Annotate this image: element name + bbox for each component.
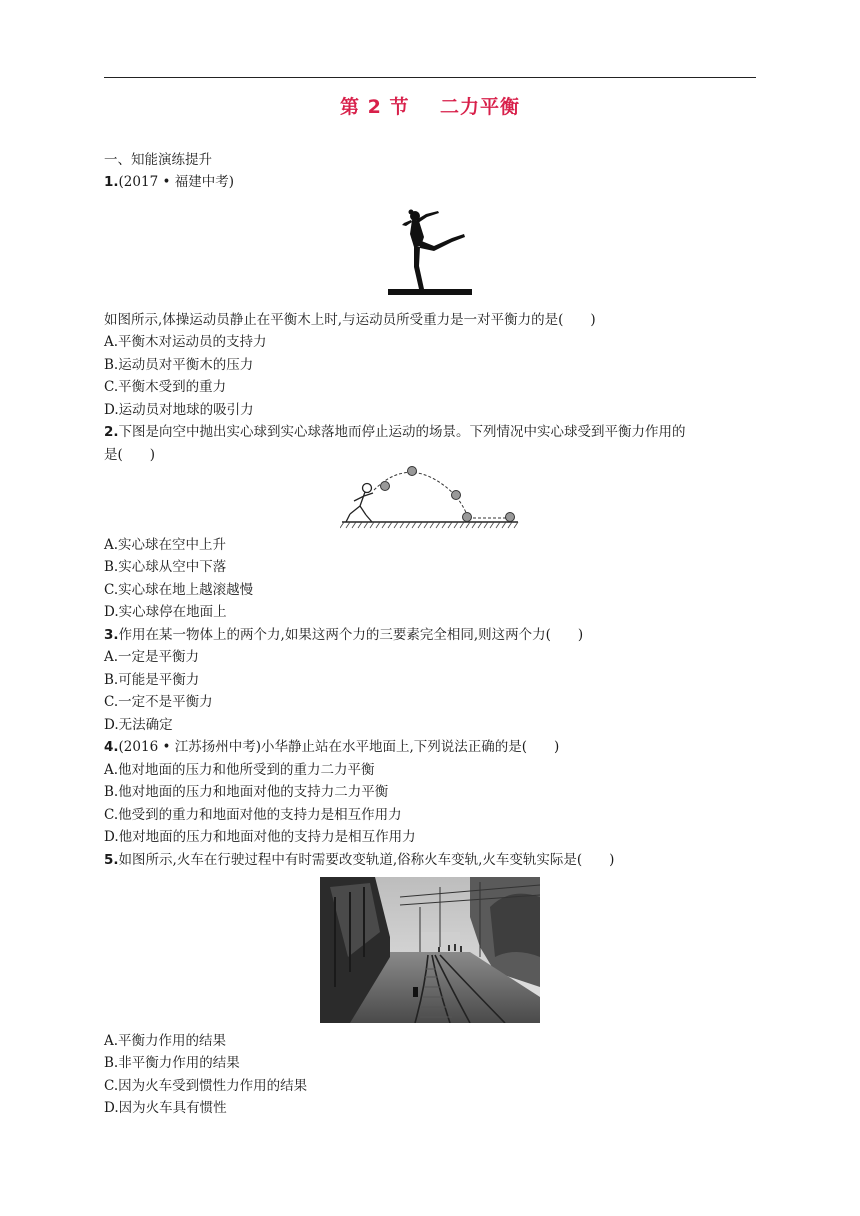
question-2-option-d: D.实心球停在地面上 [104,604,227,620]
question-2-option-c: C.实心球在地上越滚越慢 [104,582,254,598]
question-number: 2. [104,424,119,440]
question-3-stem [104,625,583,645]
question-4-option-d: D.他对地面的压力和地面对他的支持力是相互作用力 [104,829,416,845]
question-3-option-d: D.无法确定 [104,717,173,733]
question-4-option-b: B.他对地面的压力和地面对他的支持力二力平衡 [104,784,389,800]
shot-put-figure [340,460,520,530]
question-4-option-a: A.他对地面的压力和他所受到的重力二力平衡 [104,762,375,778]
train-track-photo [320,877,540,1023]
question-2-stem-cont: 是( ) [104,447,156,463]
question-3-option-b: B.可能是平衡力 [104,672,200,688]
question-5-option-c: C.因为火车受到惯性力作用的结果 [104,1078,308,1094]
question-5-stem [104,850,614,870]
question-1-option-c: C.平衡木受到的重力 [104,379,227,395]
question-1-source [104,172,234,192]
question-4-stem [104,737,559,757]
question-number: 1. [104,174,119,190]
question-2-option-b: B.实心球从空中下落 [104,559,227,575]
question-text: (2016 • 江苏扬州中考)小华静止站在水平地面上,下列说法正确的是( ) [118,739,560,755]
page-title: 第 2 节 二力平衡 [340,96,520,118]
question-number: 5. [104,852,119,868]
question-3-option-a: A.一定是平衡力 [104,649,200,665]
question-number: 4. [104,739,119,755]
question-1-stem: 如图所示,体操运动员静止在平衡木上时,与运动员所受重力是一对平衡力的是( ) [104,312,596,328]
section-heading: 一、知能演练提升 [104,152,212,168]
question-4-option-c: C.他受到的重力和地面对他的支持力是相互作用力 [104,807,402,823]
gymnast-figure [386,204,474,298]
question-5-option-d: D.因为火车具有惯性 [104,1100,227,1116]
question-1-option-d: D.运动员对地球的吸引力 [104,402,254,418]
question-text: 下图是向空中抛出实心球到实心球落地而停止运动的场景。下列情况中实心球受到平衡力作用的 [118,424,686,440]
question-text: 如图所示,火车在行驶过程中有时需要改变轨道,俗称火车变轨,火车变轨实际是( ) [118,852,615,868]
question-5-option-a: A.平衡力作用的结果 [104,1033,227,1049]
header-rule [104,77,756,78]
question-number: 3. [104,627,119,643]
question-5-option-b: B.非平衡力作用的结果 [104,1055,240,1071]
question-3-option-c: C.一定不是平衡力 [104,694,213,710]
question-2-stem [104,422,686,442]
question-1-option-b: B.运动员对平衡木的压力 [104,357,254,373]
question-1-option-a: A.平衡木对运动员的支持力 [104,334,267,350]
question-text: (2017 • 福建中考) [118,174,234,190]
question-text: 作用在某一物体上的两个力,如果这两个力的三要素完全相同,则这两个力( ) [118,627,584,643]
question-2-option-a: A.实心球在空中上升 [104,537,227,553]
